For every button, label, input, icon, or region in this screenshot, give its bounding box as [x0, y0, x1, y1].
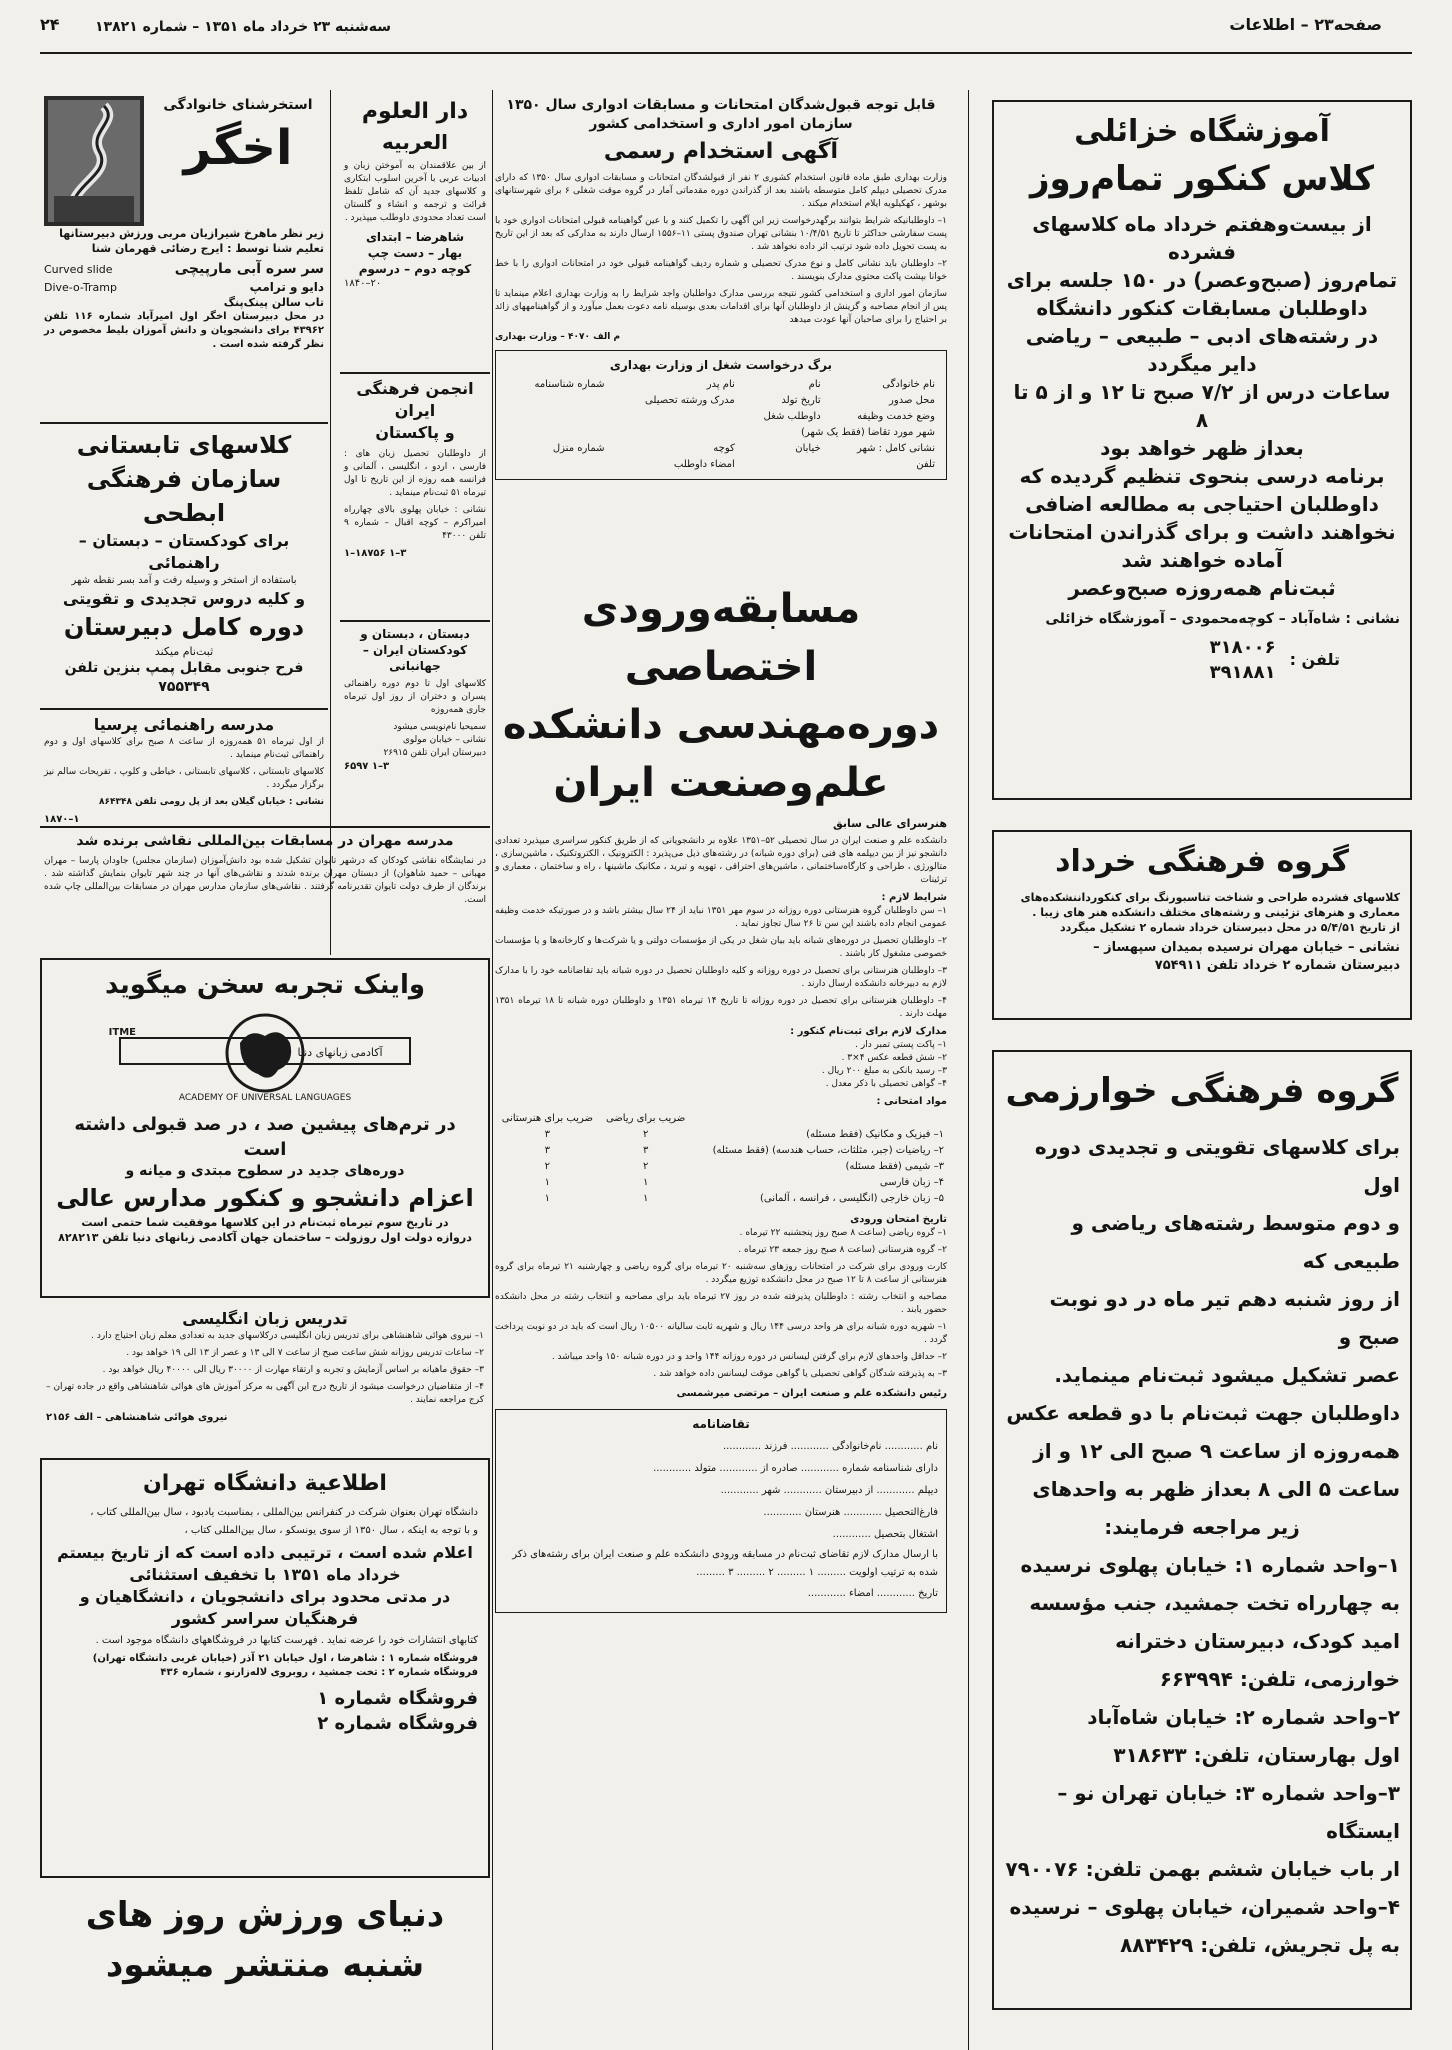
elm-sanat-condition: ۴– داوطلبان هنرستانی برای تحصیل در دوره روزانه تا تاریخ ۱۴ تیرماه ۱۳۵۱ و داوطلبان دوره شبانه تا ۱۸ تیرماه ۱۳۵۱ مهلت دارند . — [495, 996, 948, 1019]
khazaeli-ad — [992, 100, 1412, 800]
dar-alolum-address: بهار – دست چپ — [367, 246, 463, 260]
khazaeli-subtitle: کلاس کنکور تمام‌روز — [1029, 159, 1375, 199]
tehran-univ-ad — [40, 1458, 490, 1878]
slide-photo — [44, 96, 144, 226]
khazaeli-line: نخواهند داشت و برای گذراندن امتحانات — [1008, 520, 1396, 544]
estekhdam-org: سازمان امور اداری و استخدامی کشور — [589, 116, 853, 132]
khazaeli-phone-label: تلفن : — [1289, 650, 1340, 669]
form-field: شماره منزل — [552, 443, 605, 454]
ekhgar-titles — [152, 96, 324, 226]
kharazmi-unit-line: ۱–واحد شماره ۱: خیابان پهلوی نرسیده — [1020, 1553, 1400, 1577]
table-cell: ۵– زبان خارجی (انگلیسی ، فرانسه ، آلمانی) — [759, 1193, 944, 1204]
khazaeli-phone-list — [1210, 635, 1276, 685]
khordad-line: از تاریخ ۵/۴/۵۱ در محل دبیرستان خرداد شماره ۲ تشکیل میگردد — [1060, 921, 1400, 934]
khazaeli-title: آموزشگاه خزائلی — [1074, 114, 1330, 149]
table-cell: ضریب برای هنرستانی — [501, 1113, 593, 1124]
khazaeli-line: برنامه درسی بنحوی تنظیم گردیده که — [1019, 464, 1385, 488]
english-line: ۴– از متقاضیان درخواست میشود از تاریخ درج این آگهی به مرکز آموزش های هوائی شاهنشاهی واقع در جاده تهران – کرج مراجعه نمایند . — [46, 1382, 484, 1405]
abtahi-line: ثبت‌نام میکند — [154, 645, 214, 658]
kharazmi-line: و دوم متوسط رشته‌های ریاضی و طبیعی که — [1071, 1211, 1400, 1273]
khazaeli-line: آماده خواهند شد — [1121, 548, 1283, 572]
estekhdam-form-title: برگ درخواست شغل از وزارت بهداری — [609, 358, 833, 372]
ekhgar-dive-row — [44, 279, 324, 295]
persia-title: مدرسه راهنمائی پرسیا — [93, 715, 275, 734]
khordad-line: دبیرستان شماره ۲ خرداد تلفن ۷۵۴۹۱۱ — [1154, 958, 1400, 973]
page-header-left: سه‌شنبه ۲۳ خرداد ماه ۱۳۵۱ – شماره ۱۳۸۲۱ — [95, 19, 391, 35]
table-cell: ۱ — [642, 1177, 649, 1188]
elm-sanat-condition: ۲– داوطلبان تحصیل در دوره‌های شبانه باید بیان شغل در یکی از مؤسسات دولتی و یا شرکت‌ها و کارخانه‌ها و یا مؤسسات خصوصی مشغول کار باشند . — [495, 936, 947, 959]
english-line: ۲– ساعات تدریس روزانه شش ساعت صبح از ساعت ۷ الی ۱۳ و عصر از ۱۳ الی ۱۹ خواهد بود . — [126, 1348, 484, 1358]
abtahi-highschool: دوره کامل دبیرستان — [63, 613, 305, 641]
jahanbani-text: کلاسهای اول تا دوم دوره راهنمائی پسران و دختران از روز اول تیرماه جاری همه‌روزه — [344, 679, 486, 715]
elm-sanat-dates-title: تاریخ امتحان ورودی — [850, 1214, 947, 1225]
estekhdam-paragraph: ۲– داوطلبان باید نشانی کامل و نوع مدرک تحصیلی و شماره ردیف گواهینامه قبولی خود در امتحانات ادواری را با خط خوانا بپشت پاکت محتوی مدارک بنویسند . — [495, 259, 947, 282]
form-field: نام — [808, 379, 821, 390]
table-cell: ۴– زبان فارسی — [879, 1177, 944, 1188]
abtahi-name: سازمان فرهنگی ابطحی — [86, 465, 282, 527]
khazaeli-line: ثبت‌نام همه‌روزه صبح‌وعصر — [1068, 576, 1336, 600]
elm-sanat-form-title: تقاضانامه — [692, 1417, 750, 1431]
iran-pakistan-ad — [340, 372, 490, 602]
kharazmi-unit-line: ۲–واحد شماره ۲: خیابان شاه‌آباد — [1087, 1705, 1400, 1729]
column-rule-1 — [968, 90, 969, 2050]
table-cell: ۱– فیزیک و مکانیک (فقط مسئله) — [806, 1129, 944, 1140]
form-line: دیپلم ............ از دبیرستان ............ شهر ............ — [720, 1485, 938, 1496]
tehran-univ-line: دانشگاه تهران بعنوان شرکت در کنفرانس بین‌المللی ، بمناسبت یادبود ، سال بین‌المللی کتاب ، — [90, 1507, 478, 1518]
kharazmi-unit-line: امید کودک، دبیرستان دخترانه — [1115, 1629, 1400, 1653]
khazaeli-line: بعداز ظهر خواهد بود — [1100, 436, 1304, 460]
khazaeli-line: دایر میگردد — [1147, 352, 1257, 376]
table-cell — [692, 1111, 947, 1127]
academy-logo-script: آکادمی زبانهای دنیا — [297, 1046, 383, 1059]
kharazmi-unit-line: به پل تجریش، تلفن: ۸۸۳۴۲۹ — [1120, 1933, 1400, 1957]
dar-alolum-title: دار العلوم — [361, 99, 469, 124]
page-number: ۲۴ — [40, 15, 60, 34]
khazaeli-line: داوطلبان احتیاجی به مطالعه اضافی — [1025, 492, 1379, 516]
abtahi-line: باستفاده از استخر و وسیله رفت و آمد بسر نقطه شهر — [71, 575, 297, 586]
kharazmi-unit-line: ۴–واحد شمیران، خیابان پهلوی – نرسیده — [1009, 1895, 1400, 1919]
header-rule — [40, 52, 1412, 54]
dar-alolum-address: شاهرضا – ابتدای — [365, 230, 465, 244]
dar-alolum-address: کوچه دوم – درسوم — [358, 262, 472, 276]
ekhgar-line: تاب سالن پینک‌پنگ — [223, 296, 324, 309]
jahanbani-ad — [340, 620, 490, 810]
iran-pakistan-code: ۳–۱ ۱۸۷۵۶–۱ — [344, 548, 407, 559]
sport-weekly-ad — [40, 1890, 490, 2020]
english-signature: نیروی هوائی شاهنشاهی – الف ۲۱۵۶ — [46, 1412, 228, 1423]
estekhdam-ad — [485, 96, 957, 566]
khazaeli-phones — [1004, 635, 1400, 685]
form-field: امضاء داوطلب — [673, 459, 735, 470]
persia-code: ۱–۱۸۷۰ — [44, 814, 80, 825]
kharazmi-unit-line: خوارزمی، تلفن: ۶۶۳۹۹۴ — [1159, 1667, 1400, 1691]
tehran-univ-store-address: فروشگاه شماره ۲ : تخت جمشید ، روبروی لاله‌زارنو ، شماره ۴۳۶ — [160, 1667, 478, 1678]
kharazmi-line: همه‌روزه از ساعت ۹ صبح الی ۱۲ و از — [1033, 1439, 1400, 1463]
persia-ad — [40, 708, 328, 825]
form-field: نام خانوادگی — [882, 379, 935, 390]
elm-sanat-note: ۲– حداقل واحدهای لازم برای گرفتن لیسانس در دوره روزانه ۱۴۴ واحد و در دوره شبانه ۱۵۰ واحد میباشد . — [551, 1352, 947, 1362]
estekhdam-form — [495, 350, 947, 480]
tehran-univ-store-2: فروشگاه شماره ۲ — [317, 1713, 478, 1734]
iran-pakistan-text: از داوطلبان تحصیل زبان های : فارسی ، اردو ، انگلیسی ، آلمانی و فرانسه همه روزه از این تاریخ تا اول تیرماه ۵۱ ثبت‌نام مینماید . — [344, 449, 486, 498]
ekhgar-slide: سر سره آبی مارپیچی — [174, 261, 324, 277]
dar-alolum-text: از بین علاقمندان به آموختن زبان و ادبیات عربی با آخرین اسلوب ابتکاری و کلاسهای جدید آن که شامل تلفظ قرائت و ترجمه و انشاء و گلستان است تعداد محدودی داوطلب میپذیرد . — [344, 161, 486, 223]
table-cell: ۱ — [544, 1193, 551, 1204]
table-cell: ۲ — [642, 1161, 649, 1172]
tehran-univ-store-address: فروشگاه شماره ۱ : شاهرضا ، اول خیابان ۲۱ آذر (خیابان غربی دانشگاه تهران) — [92, 1653, 478, 1664]
tehran-univ-line: و با توجه به اینکه ، سال ۱۳۵۰ از سوی یونسکو ، سال بین‌المللی کتاب ، — [184, 1525, 478, 1536]
dar-alolum-ad — [340, 96, 490, 296]
form-line: دارای شناسنامه شماره ............ صادره از ............ متولد ............ — [653, 1463, 938, 1474]
kharazmi-unit-line: به چهارراه تخت جمشید، جنب مؤسسه — [1029, 1591, 1400, 1615]
persia-line: نشانی : خیابان گیلان بعد از پل رومی تلفن ۸۶۴۳۴۸ — [99, 797, 324, 807]
sport-line-1: دنیای ورزش روز های — [85, 1895, 445, 1935]
form-field: کوچه — [713, 443, 735, 454]
estekhdam-paragraph: سازمان امور اداری و استخدامی کشور نتیجه بررسی مدارک دواطلبان واجد شرایط را به وزارت بهداری اعلام مینماید تا پس از انجام مصاحبه و گزینش از داوطلبان آنها برای اقدامات بعدی بوسیله نامه دعوت بعمل میآورد و از گواهینامههای زائد بر احتیاج را برای صاحبان آنها عودت میدهد — [495, 289, 947, 325]
english-title: تدریس زبان انگلیسی — [182, 1309, 348, 1328]
elm-sanat-exam-table — [495, 1111, 947, 1207]
form-field: شماره شناسنامه — [534, 379, 605, 390]
table-cell: ۲ — [544, 1161, 551, 1172]
english-line: ۱– نیروی هوائی شاهنشاهی برای تدریس زبان انگلیسی درکلاسهای جدید به تعدادی معلم زبان احتیاج دارد . — [91, 1331, 484, 1341]
elm-sanat-doc: ۲– شش قطعه عکس ۴×۳ . — [841, 1053, 947, 1063]
table-cell: ۱ — [544, 1177, 551, 1188]
estekhdam-form-table — [504, 377, 938, 473]
page-header-right: صفحه۲۳ – اطلاعات — [1229, 15, 1382, 34]
elm-sanat-conditions-title: شرایط لازم : — [881, 892, 947, 903]
table-cell: ضریب برای ریاضی — [605, 1113, 686, 1124]
elm-sanat-docs-title: مدارک لازم برای ثبت‌نام کنکور : — [790, 1026, 947, 1037]
elm-sanat-title: مسابقه‌ورودی اختصاصی — [581, 586, 861, 690]
table-row — [495, 1191, 947, 1207]
jahanbani-code: ۳–۱ ۶۵۹۷ — [344, 761, 390, 772]
form-line: اشتغال بتحصیل ............ — [832, 1529, 938, 1540]
abtahi-ad — [40, 422, 328, 702]
iran-pakistan-subtitle: و پاکستان — [375, 423, 455, 442]
khazaeli-line: تمام‌روز (صبح‌وعصر) در ۱۵۰ جلسه برای — [1006, 268, 1398, 292]
academy-ad — [40, 958, 490, 1298]
table-cell: ۳– شیمی (فقط مسئله) — [845, 1161, 944, 1172]
table-row — [495, 1143, 947, 1159]
english-teaching-ad — [40, 1308, 490, 1458]
elm-sanat-date: مصاحبه و انتخاب رشته : داوطلبان پذیرفته شده در روز ۲۷ تیرماه باید برای مصاحبه و انتخاب رشته در محل دانشکده حضور یابند . — [495, 1292, 947, 1315]
form-row — [504, 393, 938, 409]
table-cell: ۳ — [544, 1129, 551, 1140]
abtahi-line: برای کودکستان – دبستان – راهنمائی — [78, 531, 290, 572]
ekhgar-address: در محل دبیرستان اخگر اول امیرآباد شماره ۱۱۶ تلفن ۴۳۹۶۲ برای دانشجویان و دانش آموزان بلیط مخصوص در نظر گرفته شده است . — [44, 311, 324, 350]
elm-sanat-title: علم‌وصنعت ایران — [553, 760, 889, 806]
form-row — [504, 425, 938, 441]
elm-sanat-note: ۱– شهریه دوره شبانه برای هر واحد درسی ۱۴۴ ریال و شهریه ثابت سالیانه ۱۰۵۰۰ ریال است که باید در دو نوبت پرداخت گردد . — [495, 1322, 947, 1345]
form-field: تاریخ تولد — [781, 395, 821, 406]
table-header — [495, 1111, 947, 1127]
elm-sanat-doc: ۴– گواهی تحصیلی با ذکر معدل . — [825, 1079, 947, 1089]
form-field: نشانی کامل : شهر — [856, 443, 935, 454]
abtahi-address: فرح جنوبی مقابل پمپ بنزین تلفن ۷۵۵۳۴۹ — [64, 660, 304, 695]
kharazmi-line: برای کلاسهای تقویتی و تجدیدی دوره اول — [1034, 1135, 1400, 1197]
ekhgar-dive-latin: Dive-o-Tramp — [44, 280, 117, 294]
khazaeli-line: در رشته‌های ادبی – طبیعی – ریاضی — [1025, 324, 1379, 348]
kharazmi-title: گروه فرهنگی خوارزمی — [1005, 1071, 1399, 1111]
persia-line: کلاسهای تابستانی ، کلاسهای تابستانی ، خیاطی و کلوپ ، تفریحات سالم نیز برگزار میگردد . — [44, 767, 324, 790]
tehran-univ-title: اطلاعیة دانشگاه تهران — [143, 1471, 387, 1496]
elm-sanat-note: ۳– به پذیرفته شدگان گواهی تحصیلی یا گواهی موقت لیسانس داده خواهد شد . — [653, 1369, 947, 1379]
table-row — [495, 1127, 947, 1143]
dar-alolum-code: ۲۰–۱۸۴۰ — [344, 278, 382, 289]
ekhgar-slide-latin: Curved slide — [44, 263, 113, 276]
kharazmi-line: ساعت ۵ الی ۸ بعداز ظهر به واحدهای — [1032, 1477, 1400, 1501]
khazaeli-line: داوطلبان مسابقات کنکور دانشگاه — [1036, 296, 1368, 320]
form-field: خیابان — [795, 443, 821, 454]
ekhgar-head — [44, 96, 324, 226]
elm-sanat-doc: ۱– پاکت پستی تمبر دار . — [855, 1040, 947, 1050]
academy-title: واینک تجربه سخن میگوید — [104, 970, 426, 1000]
elm-sanat-date: کارت ورودی برای شرکت در امتحانات روزهای سه‌شنبه ۲۰ تیرماه برای گروه ریاضی و چهارشنبه ۲۱ تیرماه برای گروه هنرستانی از ساعت ۸ تا ۱۲ صبح در محل دانشکده توزیع میگردد . — [495, 1262, 948, 1285]
academy-line: دوره‌های جدید در سطوح مبتدی و میانه و — [125, 1163, 405, 1179]
academy-logo-top: ITME — [108, 1027, 136, 1038]
mehran-body: در نمایشگاه نقاشی کودکان که درشهر تایوان تشکیل شده بود دانش‌آموزان (سازمان مجلس) جاودان پارسا – مهران مهبانی – حمید شاهوان) از دبستان مهران برنده شدند و نقاشی‌های آنها در چند شهر تایوان بنمایش گذاشته شد . برندگان از طرف دولت تایوان تقدیرنامه گرفتند . نقاشی‌های سازمان مدارس مهران در مسابقات بین‌المللی چاپ شده است. — [44, 856, 486, 905]
elm-sanat-condition: ۳– داوطلبان هنرستانی برای تحصیل در دوره روزانه و کلیه داوطلبان تحصیل در دوره شبانه باید تقاضانامه خود را با مدارک لازم به دبیرخانه دانشکده ارسال دارند . — [495, 966, 947, 989]
kharazmi-ad — [992, 1050, 1412, 2010]
form-field: تلفن — [916, 459, 935, 470]
tehran-univ-line: کتابهای انتشارات خود را عرضه نماید . فهرست کتابها در فروشگاههای دانشگاه موجود است . — [95, 1635, 478, 1646]
elm-sanat-footer: رئیس دانشکده علم و صنعت ایران – مرتضی میرشمسی — [676, 1388, 947, 1399]
mehran-news — [40, 826, 490, 946]
table-cell: ۳ — [544, 1145, 551, 1156]
kharazmi-line: از روز شنبه دهم تیر ماه در دو نوبت صبح و — [1049, 1287, 1400, 1349]
jahanbani-subtitle: کودکستان ایران – جهانبانی — [362, 643, 468, 673]
kharazmi-unit-line: اول بهارستان، تلفن: ۳۱۸۶۳۳ — [1113, 1743, 1400, 1767]
khazaeli-phone: ۳۱۸۰۰۶ — [1209, 637, 1276, 658]
khordad-title: گروه فرهنگی خرداد — [1055, 844, 1349, 879]
khordad-group-ad — [992, 830, 1412, 1020]
academy-line: اعزام دانشجو و کنکور مدارس عالی — [56, 1184, 474, 1212]
khordad-line: معماری و هنرهای تزئینی و رشته‌های مختلف دانشکده هنر های زیبا . — [1032, 906, 1400, 919]
estekhdam-title: قابل توجه قبول‌شدگان امتحانات و مسابقات ادواری سال ۱۳۵۰ — [506, 97, 936, 113]
elm-sanat-date: ۱– گروه ریاضی (ساعت ۸ صبح روز پنجشنبه ۲۲ تیرماه . — [739, 1228, 947, 1238]
table-cell: ۲– ریاضیات (جبر، مثلثات، حساب هندسه) (فقط مسئله) — [712, 1145, 944, 1156]
elm-sanat-intro: دانشکده علم و صنعت ایران در سال تحصیلی ۵۲–۱۳۵۱ علاوه بر دانشجویانی که از طریق کنکور سراسری میپذیرد تعدادی دانشجو نیز از بین دیپلمه های فنی (برای دوره شبانه) در رشته‌های ذیل می‌پذیرد : الکترونیک ، الکتروتکنیک ، ماشین‌سازی ، متالورژی ، طراحی و کارگاه‌ساختمانی ، ماشین‌های احتراقی ، تهویه و تبرید ، مکانیک ماشینها ، راه و ساختمان ، معماری و ترئینات — [495, 836, 947, 885]
jahanbani-line: سمیحیا نام‌نویسی میشود — [393, 722, 486, 732]
elm-sanat-ad — [485, 580, 957, 2010]
abtahi-line: و کلیه دروس تجدیدی و تقویتی — [62, 589, 306, 608]
ekhgar-dive: دایو و ترامپ — [249, 280, 324, 294]
khazaeli-address: نشانی : شاه‌آباد – کوچه‌محمودی – آموزشگاه خزائلی — [1045, 611, 1400, 627]
kharazmi-line: زیر مراجعه فرمایند: — [1104, 1515, 1300, 1539]
form-field: مدرک ورشته تحصیلی — [645, 395, 735, 406]
abtahi-title: کلاسهای تابستانی — [76, 431, 292, 459]
table-row — [495, 1159, 947, 1175]
table-cell: ۳ — [642, 1145, 649, 1156]
estekhdam-paragraph: ۱– داوطلبانیکه شرایط بتوانند برگهدرخواست زیر این آگهی را تکمیل کنند و با عین گواهینامه قبولی امتحانات ادواری خود با پست سفارشی حداکثر تا تاریخ ۱۰/۴/۵۱ بنشانی تهران صندوق پستی ۱۱–۱۵۵۶ ارسال دارند به مدارکی که بعد از این تاریخ به پست تحویل داده شود ترتیب اثر داده نخواهد شد . — [495, 216, 947, 252]
form-row — [504, 409, 938, 425]
table-cell: ۲ — [642, 1129, 649, 1140]
kharazmi-line: داوطلبان جهت ثبت‌نام با دو قطعه عکس — [1006, 1401, 1400, 1425]
kharazmi-unit-line: ۳–واحد شماره ۳: خیابان تهران نو – ایستگاه — [1057, 1781, 1400, 1843]
iran-pakistan-title: انجمن فرهنگی ایران — [356, 379, 474, 420]
estekhdam-heading: آگهی استخدام رسمی — [603, 139, 839, 164]
form-field: محل صدور — [889, 395, 935, 406]
english-line: ۳– حقوق ماهیانه بر اساس آزمایش و تجربه و ارتقاء مهارت از ۳۰۰۰۰ ریال الی ۴۰۰۰۰ ریال خواهد بود . — [102, 1365, 484, 1375]
form-field: شهر مورد تقاضا (فقط یک شهر) — [800, 427, 935, 438]
academy-logo-bottom: ACADEMY OF UNIVERSAL LANGUAGES — [178, 1093, 352, 1103]
iran-pakistan-address: نشانی : خیابان پهلوی بالای چهارراه امیراکرم – کوچه اقبال – شماره ۹ تلفن ۴۳۰۰۰ — [344, 505, 486, 541]
academy-line: در ترم‌های پیشین صد ، در صد قبولی داشته است — [74, 1114, 456, 1160]
form-field: نام پدر — [706, 379, 735, 390]
academy-logo — [52, 1008, 478, 1108]
kharazmi-unit-line: ار باب خیابان ششم بهمن تلفن: ۷۹۰۰۷۶ — [1005, 1857, 1400, 1881]
academy-line: در تاریخ سوم تیرماه ثبت‌نام در این کلاسها موفقیت شما حتمی است — [81, 1216, 449, 1229]
form-line: تاریخ ............ امضاء ............ — [807, 1588, 938, 1599]
sport-line-2: شنبه منتشر میشود — [105, 1945, 425, 1985]
form-field: وضع خدمت وظیفه — [857, 411, 935, 422]
mehran-title: مدرسه مهران در مسابقات بین‌المللی نقاشی برنده شد — [76, 833, 454, 849]
persia-line: از اول تیرماه ۵۱ همه‌روزه از ساعت ۸ صبح برای کلاسهای اول و دوم راهنمائی ثبت‌نام مینماید . — [44, 737, 325, 760]
form-row — [504, 457, 938, 473]
form-line: نام ............ نام‌خانوادگی ............ فرزند ............ — [722, 1441, 938, 1452]
ekhgar-ad — [40, 96, 328, 416]
khordad-line: نشانی – خیابان مهران نرسیده بمیدان سپهساز – — [1093, 940, 1400, 955]
jahanbani-title: دبستان ، دبستان و — [360, 627, 470, 641]
dar-alolum-subtitle: العربیه — [382, 130, 448, 154]
elm-sanat-condition: ۱– سن داوطلبان گروه هنرستانی دوره روزانه در سوم مهر ۱۳۵۱ نباید از ۲۴ سال بیشتر باشد و در صورتیکه خدمت وظیفه عمومی انجام داده باشند این سن تا ۲۶ سال تجاوز نماید . — [495, 906, 947, 929]
academy-address: دروازه دولت اول روزولت – ساختمان جهان آکادمی زبانهای دنیا تلفن ۸۲۸۲۱۳ — [58, 1231, 472, 1244]
khazaeli-line: از بیست‌و‌هفتم خرداد ماه کلاسهای فشرده — [1032, 212, 1372, 264]
estekhdam-signature: م الف ۴۰۷۰ – وزارت بهداری — [495, 332, 621, 342]
kharazmi-line: عصر تشکیل میشود ثبت‌نام مینماید. — [1054, 1363, 1400, 1387]
ekhgar-slide-row — [44, 260, 324, 279]
elm-sanat-title: دوره‌مهندسی دانشکده — [502, 702, 940, 748]
form-field: داوطلب شغل — [763, 411, 821, 422]
khordad-line: کلاسهای فشرده طراحی و شناخت تناسبورنگ برای کنکورداننشکده‌های — [1020, 891, 1400, 904]
table-row — [495, 1175, 947, 1191]
elm-sanat-form — [495, 1409, 947, 1613]
tehran-univ-store-1: فروشگاه شماره ۱ — [317, 1688, 478, 1709]
elm-sanat-exam-title: مواد امتحانی : — [876, 1096, 947, 1107]
academy-logo-graphic — [100, 1008, 430, 1108]
form-line: با ارسال مدارک لازم تقاضای ثبت‌نام در مسابقه ورودی دانشکده علم و صنعت ایران برای رشته‌های ذکر شده به ترتیب اولویت ......... ۱ ......... ۲ ......... ۳ ......... — [512, 1549, 938, 1578]
khazaeli-phone: ۳۹۱۸۸۱ — [1209, 662, 1276, 683]
elm-sanat-date: ۲– گروه هنرستانی (ساعت ۸ صبح روز جمعه ۲۳ تیرماه . — [738, 1245, 947, 1255]
ekhgar-name: اخگر — [183, 120, 293, 176]
jahanbani-line: دبیرستان ایران تلفن ۲۶۹۱۵ — [383, 748, 486, 758]
tehran-univ-highlight: در مدتی محدود برای دانشجویان ، دانشگاهیان و فرهنگیان سراسر کشور — [79, 1587, 451, 1628]
elm-sanat-subtitle: هنرسرای عالی سابق — [832, 817, 947, 830]
khazaeli-line: ساعات درس از ۷/۲ صبح تا ۱۲ و از ۵ تا ۸ — [1013, 380, 1391, 432]
elm-sanat-doc: ۳– رسید بانکی به مبلغ ۲۰۰ ریال . — [821, 1066, 947, 1076]
estekhdam-paragraph: وزارت بهداری طبق ماده قانون استخدام کشوری ۲ نفر از قبولشدگان امتحانات و مسابقات ادواری سال ۱۳۵۰ که دارای مدرک تحصیلی دیپلم کامل متوسطه باشند بعد از گذراندن دوره مقدماتی آمار در گروه موقت شغلی ۶ برای شهرستانهای بوشهر ، کهکیلویه ایلام استخدام میکند . — [495, 173, 947, 209]
ekhgar-line: تعلیم شنا توسط : ایرج رضائی قهرمان شنا — [91, 242, 324, 255]
table-cell: ۱ — [642, 1193, 649, 1204]
ekhgar-title: استخرشنای خانوادگی — [163, 97, 313, 113]
form-row — [504, 441, 938, 457]
form-row — [504, 377, 938, 393]
jahanbani-line: نشانی – خیابان مولوی — [402, 735, 486, 745]
tehran-univ-highlight: اعلام شده است ، ترتیبی داده است که از تاریخ بیستم خرداد ماه ۱۳۵۱ با تخفیف استثنائی — [57, 1543, 473, 1584]
ekhgar-line: زیر نظر ماهرخ شیرازیان مربی ورزش دبیرستانها — [59, 227, 324, 240]
form-line: فارغ‌التحصیل ............ هنرستان ............ — [763, 1507, 938, 1518]
